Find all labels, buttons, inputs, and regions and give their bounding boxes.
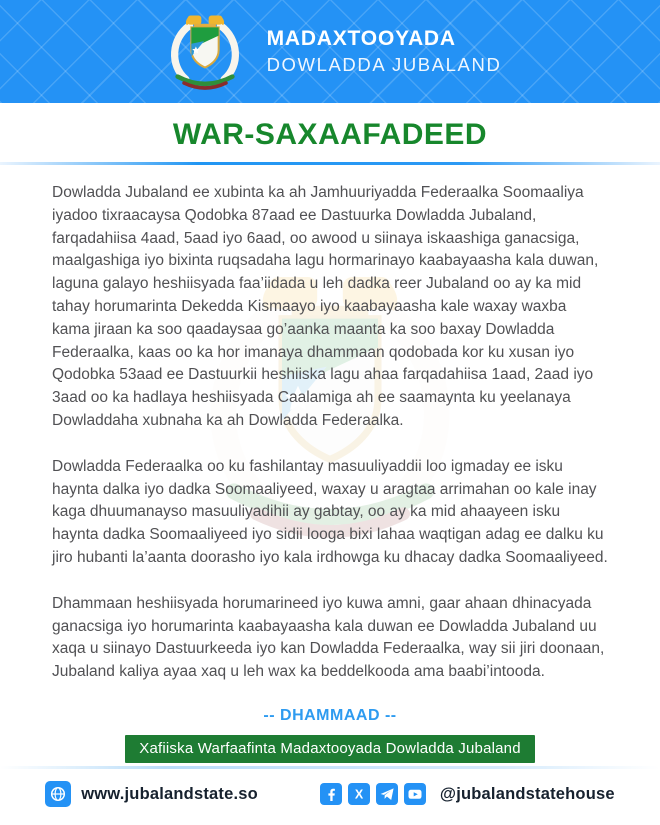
facebook-icon[interactable]	[320, 783, 342, 805]
svg-text:X: X	[354, 787, 364, 802]
end-marker: -- DHAMMAAD --	[263, 706, 397, 724]
press-office-banner: Xafiiska Warfaafinta Madaxtooyada Dowladda Jubaland	[125, 735, 535, 763]
social-handle[interactable]: @jubalandstatehouse	[439, 784, 615, 803]
org-name-line2: DOWLADDA JUBALAND	[266, 54, 502, 76]
footer-section	[0, 766, 660, 825]
website-link[interactable]	[45, 781, 258, 807]
x-icon[interactable]	[348, 783, 370, 805]
globe-icon	[45, 781, 71, 807]
page-title: WAR-SAXAAFADEED	[172, 118, 488, 151]
youtube-icon[interactable]	[404, 783, 426, 805]
header-banner	[0, 0, 660, 103]
org-name-line1: MADAXTOOYADA	[266, 27, 456, 51]
telegram-icon[interactable]	[376, 783, 398, 805]
paragraph-1: Dowladda Jubaland ee xubinta ka ah Jamhuuriyadda Federaalka Soomaaliya iyadoo tixraacaysa Qodobka 87aad ee Dastuurka Dowladda Jubaland, farqadahiisa 4aad, 5aad iyo 6aad, oo awood u siinaya iskaashiga ganacsiga, maalgashiga iyo bixinta ruqsadaha lagu hormarinayo kaabayaasha kala duwan, laguna galayo heshiisyada faa’iidada u leh dadka reer Jubaland oo ay ka mid tahay horumarinta Dekedda Kismaayo iyo kaabayaasha kale waxay waxba kama jiraan ka soo qaadaysaa go’aanka maanta ka soo baxay Dowladda Federaalka, kaas oo ka hor imanaya dhammaan qodobada kor ku xusan iyo Qodobka 53aad ee Dastuurkii heshiiska lagu ahaa farqadahiisa 1aad, 2aad iyo 3aad oo ka hadlaya heshiisyada Caalamiga ah ee saamaynta ku yeelanaya Dowladdaha xubnaha ka ah Dowladda Federaalka.	[52, 184, 599, 429]
paragraph-2: Dowladda Federaalka oo ku fashilantay masuuliyaddii loo igmaday ee isku haynta dalka iyo dadka Soomaaliyeed, waxay u aragtaa arrimahan oo kale inay kaga dhuumanayso masuuliyadihii ay gabtay, oo ay ka mid ahaayeen isku haynta dadka Soomaaliyeed iyo sidii looga bixi lahaa waqtigan adag ee dalku ku jiro hubanti la’aanta doorasho iyo kala irdhowga ku dhacay dadka Soomaaliyeed.	[52, 457, 608, 566]
website-url: www.jubalandstate.so	[81, 784, 258, 803]
title-section	[0, 103, 660, 152]
header-org-title	[267, 27, 502, 75]
social-links	[320, 783, 615, 805]
document-body	[0, 165, 660, 763]
jubaland-coat-of-arms-icon	[159, 11, 251, 93]
footer-bar	[0, 769, 660, 825]
paragraph-3: Dhammaan heshiisyada horumarineed iyo kuwa amni, gaar ahaan dhinacyada ganacsiga iyo horumarinta kaabayaasha kala duwan ee Dowladda Jubaland uu xaqa u siinayo Dastuurkeeda iyo kan Dowladda Federaalka, way sii jiri doonaan, Jubaland kaliya ayaa xaq u leh wax ka beddelkooda ama baabi’intooda.	[52, 594, 605, 681]
